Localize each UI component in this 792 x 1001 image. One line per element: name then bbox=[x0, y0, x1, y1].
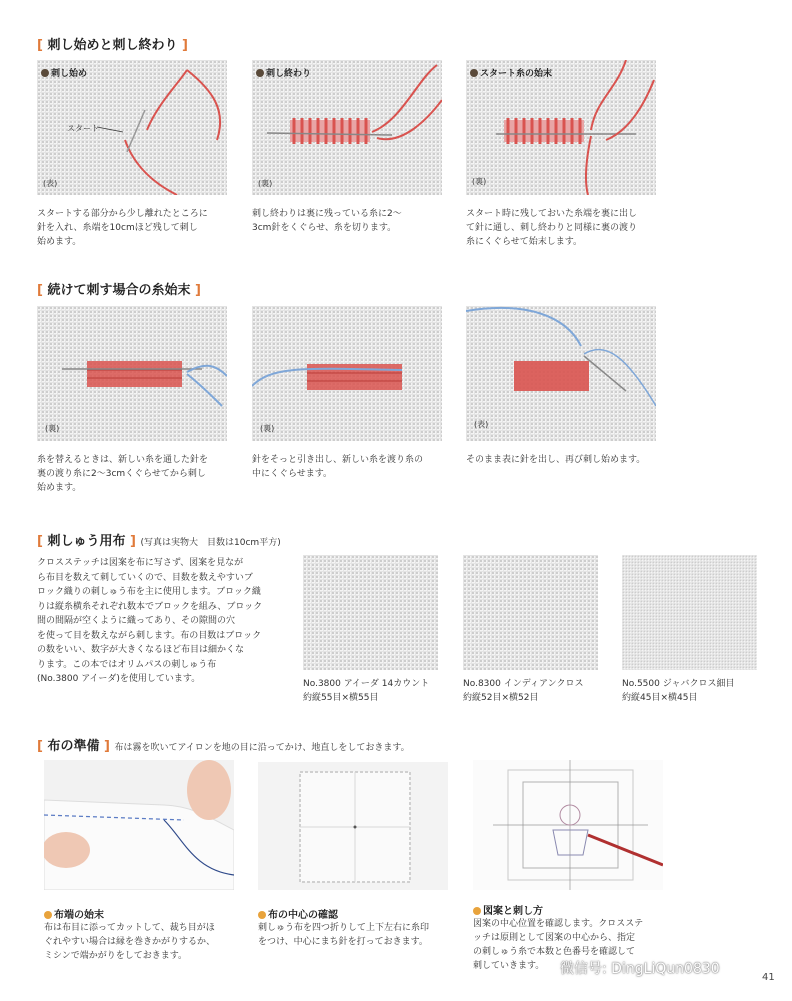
fabric-label-indian: No.8300 インディアンクロス 約縦52目×横52目 bbox=[463, 679, 584, 703]
section4-note: 布は霧を吹いてアイロンを地の目に沿ってかけ、地直しをしておきます。 bbox=[114, 743, 410, 753]
caption-change-2: 針をそっと引き出し、新しい糸を渡り糸の 中にくぐらせます。 bbox=[252, 455, 424, 479]
photo-label: スタート糸の始末 bbox=[470, 66, 552, 79]
fabric-description: クロスステッチは図案を布に写さず、図案を見なが ら布目を数えて刺していくので、目数を数えやすいブ ロック織りの刺しゅう布を主に使用します。ブロック織 りは縦糸横糸それぞれ数本でブロックを組み、ブロック 間の間隔が空くように織ってあり、その隙間の穴 を使って目を数えながら刺します。布の目数はブロック の数をいい、数字が大きくなるほど布目は細かくな ります。この本ではオリムパスの刺しゅう布 (No.3800 アイーダ)を使用しています。 bbox=[37, 558, 263, 684]
photo-pattern-chart bbox=[473, 760, 663, 890]
caption-start: スタートする部分から少し離れたところに 針を入れ、糸端を10cmほど残して刺し 始めます。 bbox=[37, 209, 208, 247]
fabric-sample-aida bbox=[303, 555, 438, 670]
page-number: 41 bbox=[762, 972, 775, 983]
side-tag: (裏) bbox=[472, 177, 487, 186]
caption-start-thread: スタート時に残しておいた糸端を裏に出し て針に通し、刺し終わりと同様に裏の渡り 糸にくぐらせて始末します。 bbox=[466, 209, 638, 247]
photo-change-thread-3 bbox=[466, 306, 656, 441]
section4-title: [ 布の準備 ] 布は霧を吹いてアイロンを地の目に沿ってかけ、地直しをしておきます。 bbox=[37, 739, 410, 754]
section2-title: [ 続けて刺す場合の糸始末 ] bbox=[37, 283, 201, 298]
heading-fabric-center: 布の中心の確認 bbox=[258, 906, 338, 921]
caption-change-1: 糸を替えるときは、新しい糸を通した針を 裏の渡り糸に2〜3cmくぐらせてから刺し 始めます。 bbox=[37, 455, 209, 493]
photo-label: 刺し始め bbox=[41, 66, 87, 79]
photo-fabric-center bbox=[258, 762, 448, 890]
section3-note: (写真は実物大 目数は10cm平方) bbox=[140, 538, 281, 548]
heading-fabric-edge: 布端の始末 bbox=[44, 906, 104, 921]
caption-end: 刺し終わりは裏に残っている糸に2〜 3cm針をくぐらせ、糸を切ります。 bbox=[252, 209, 402, 233]
fabric-label-java: No.5500 ジャバクロス細目 約縦45目×横45目 bbox=[622, 679, 735, 703]
fabric-sample-java bbox=[622, 555, 757, 670]
section1-title: [ 刺し始めと刺し終わり ] bbox=[37, 38, 188, 53]
caption-change-3: そのまま表に針を出し、再び刺し始めます。 bbox=[466, 455, 646, 465]
photo-start-stitch bbox=[37, 60, 227, 195]
side-tag: (裏) bbox=[45, 424, 60, 433]
heading-pattern: 図案と刺し方 bbox=[473, 902, 543, 917]
photo-label: 刺し終わり bbox=[256, 66, 311, 79]
thread-illustration bbox=[37, 306, 227, 441]
section3-title: [ 刺しゅう用布 ] (写真は実物大 目数は10cm平方) bbox=[37, 534, 281, 549]
pattern-chart-illustration bbox=[473, 760, 663, 890]
callout-start: スタート bbox=[67, 124, 99, 133]
photo-change-thread-1 bbox=[37, 306, 227, 441]
thread-illustration bbox=[466, 306, 656, 441]
caption-fabric-center: 刺しゅう布を四つ折りして上下左右に糸印 をつけ、中心にまち針を打っておきます。 bbox=[258, 923, 430, 947]
photo-start-thread-finish bbox=[466, 60, 656, 195]
thread-illustration bbox=[252, 60, 442, 195]
caption-pattern: 図案の中心位置を確認します。クロスステ ッチは原則として図案の中心から、指定 の刺しゅう糸で本数と色番号を確認して 刺していきます。 bbox=[473, 919, 644, 971]
folded-fabric-illustration bbox=[258, 762, 448, 890]
watermark: 微信号: DingLiQun0830 bbox=[560, 961, 720, 977]
photo-end-stitch bbox=[252, 60, 442, 195]
fabric-sample-indian bbox=[463, 555, 598, 670]
side-tag: (表) bbox=[43, 179, 58, 188]
fabric-label-aida: No.3800 アイーダ 14カウント 約縦55目×横55目 bbox=[303, 679, 430, 703]
photo-change-thread-2 bbox=[252, 306, 442, 441]
side-tag: (裏) bbox=[260, 424, 275, 433]
thread-illustration bbox=[37, 60, 227, 195]
photo-fabric-edge bbox=[44, 760, 234, 890]
caption-fabric-edge: 布は布目に添ってカットして、裁ち目がほ ぐれやすい場合は縁を巻きかがりするか、 ミシンで端かがりをしておきます。 bbox=[44, 923, 216, 961]
hands-illustration bbox=[44, 760, 234, 890]
side-tag: (表) bbox=[474, 420, 489, 429]
side-tag: (裏) bbox=[258, 179, 273, 188]
thread-illustration bbox=[252, 306, 442, 441]
thread-illustration bbox=[466, 60, 656, 195]
